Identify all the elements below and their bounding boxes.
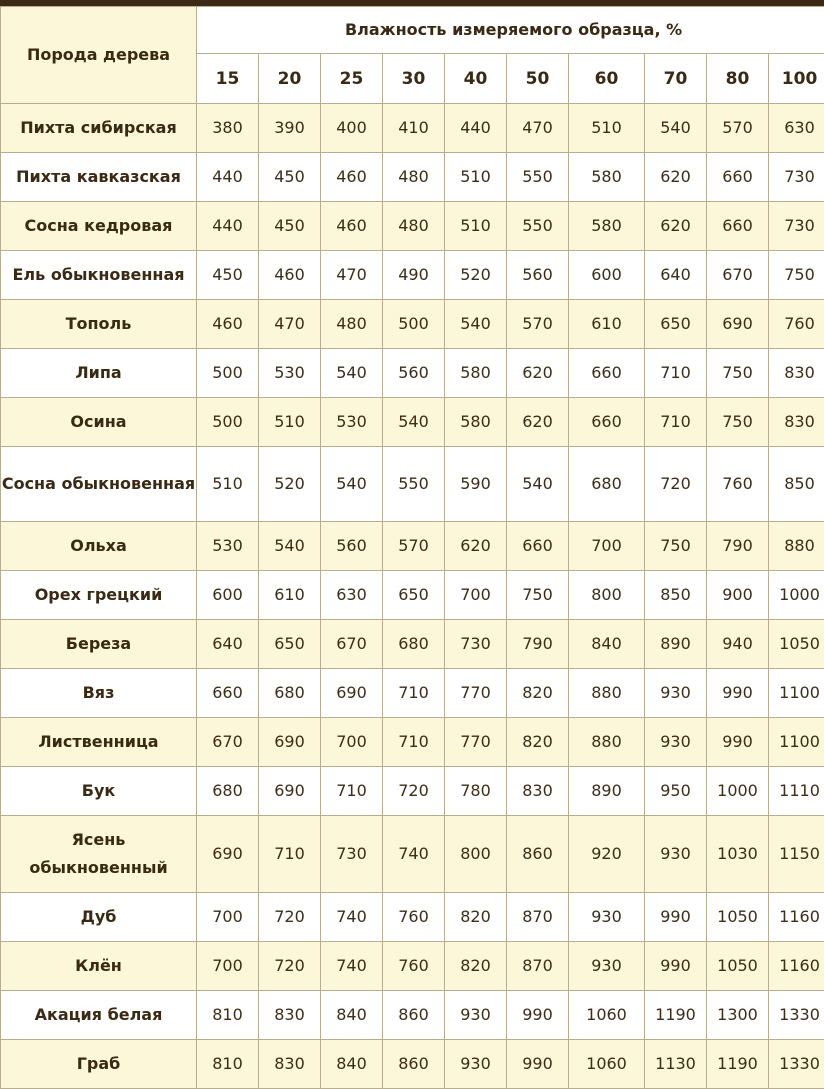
value-cell: 620 [507,398,569,447]
value-cell: 720 [259,893,321,942]
value-cell: 930 [445,1040,507,1089]
value-cell: 820 [507,718,569,767]
table-body [1,104,824,1089]
value-cell: 730 [769,153,824,202]
value-cell: 650 [645,300,707,349]
value-cell: 990 [507,1040,569,1089]
value-cell: 750 [645,522,707,571]
humidity-level-header: 80 [707,54,769,104]
table-row [1,447,824,522]
table-row [1,349,824,398]
value-cell: 880 [569,718,645,767]
value-cell: 540 [259,522,321,571]
species-name-cell: Дуб [1,893,197,942]
table-row [1,398,824,447]
value-cell: 990 [707,718,769,767]
species-name-cell: Ольха [1,522,197,571]
value-cell: 690 [321,669,383,718]
species-name-cell: Тополь [1,300,197,349]
value-cell: 780 [445,767,507,816]
species-name-cell: Пихта сибирская [1,104,197,153]
value-cell: 510 [197,447,259,522]
humidity-level-header: 100 [769,54,824,104]
value-cell: 470 [259,300,321,349]
value-cell: 850 [645,571,707,620]
value-cell: 570 [507,300,569,349]
value-cell: 660 [707,202,769,251]
table-row [1,669,824,718]
value-cell: 670 [707,251,769,300]
value-cell: 990 [645,942,707,991]
species-name-cell: Осина [1,398,197,447]
value-cell: 720 [383,767,445,816]
value-cell: 870 [507,942,569,991]
table-row [1,571,824,620]
value-cell: 590 [445,447,507,522]
species-name-cell: Пихта кавказская [1,153,197,202]
value-cell: 930 [645,718,707,767]
table-row [1,893,824,942]
value-cell: 810 [197,991,259,1040]
value-cell: 730 [445,620,507,669]
humidity-level-header: 30 [383,54,445,104]
value-cell: 520 [445,251,507,300]
species-name-cell: Акация белая [1,991,197,1040]
value-cell: 700 [569,522,645,571]
value-cell: 460 [197,300,259,349]
humidity-level-header: 60 [569,54,645,104]
value-cell: 620 [645,202,707,251]
value-cell: 560 [321,522,383,571]
value-cell: 770 [445,669,507,718]
value-cell: 680 [259,669,321,718]
value-cell: 510 [445,153,507,202]
value-cell: 710 [259,816,321,893]
value-cell: 620 [645,153,707,202]
value-cell: 660 [507,522,569,571]
value-cell: 840 [321,991,383,1040]
value-cell: 1300 [707,991,769,1040]
value-cell: 510 [569,104,645,153]
value-cell: 690 [197,816,259,893]
value-cell: 480 [383,202,445,251]
value-cell: 880 [569,669,645,718]
value-cell: 560 [507,251,569,300]
table-row [1,1040,824,1089]
value-cell: 670 [321,620,383,669]
value-cell: 1150 [769,816,824,893]
value-cell: 470 [321,251,383,300]
value-cell: 620 [507,349,569,398]
species-name-cell: Липа [1,349,197,398]
value-cell: 560 [383,349,445,398]
value-cell: 800 [569,571,645,620]
value-cell: 440 [445,104,507,153]
value-cell: 930 [645,669,707,718]
value-cell: 930 [445,991,507,1040]
value-cell: 720 [645,447,707,522]
value-cell: 550 [507,202,569,251]
species-name-cell: Бук [1,767,197,816]
value-cell: 600 [197,571,259,620]
value-cell: 410 [383,104,445,153]
table-row [1,300,824,349]
table-row [1,942,824,991]
value-cell: 710 [645,398,707,447]
value-cell: 710 [645,349,707,398]
value-cell: 730 [769,202,824,251]
value-cell: 710 [321,767,383,816]
value-cell: 540 [507,447,569,522]
value-cell: 500 [197,349,259,398]
value-cell: 890 [569,767,645,816]
value-cell: 400 [321,104,383,153]
species-name-cell: Ель обыкновенная [1,251,197,300]
humidity-level-header: 50 [507,54,569,104]
value-cell: 760 [769,300,824,349]
value-cell: 660 [569,349,645,398]
value-cell: 870 [507,893,569,942]
value-cell: 920 [569,816,645,893]
table-row [1,767,824,816]
value-cell: 680 [383,620,445,669]
value-cell: 480 [321,300,383,349]
value-cell: 940 [707,620,769,669]
species-name-cell: Вяз [1,669,197,718]
value-cell: 390 [259,104,321,153]
value-cell: 500 [197,398,259,447]
species-name-cell: Сосна кедровая [1,202,197,251]
value-cell: 860 [383,991,445,1040]
value-cell: 630 [321,571,383,620]
value-cell: 460 [321,202,383,251]
value-cell: 690 [259,767,321,816]
species-name-cell: Ясень обыкновенный [1,816,197,893]
value-cell: 580 [445,349,507,398]
value-cell: 460 [321,153,383,202]
value-cell: 480 [383,153,445,202]
value-cell: 740 [383,816,445,893]
value-cell: 1160 [769,942,824,991]
value-cell: 540 [383,398,445,447]
value-cell: 540 [321,447,383,522]
value-cell: 450 [197,251,259,300]
humidity-level-header: 25 [321,54,383,104]
value-cell: 860 [507,816,569,893]
table-row [1,718,824,767]
value-cell: 540 [645,104,707,153]
value-cell: 750 [707,349,769,398]
value-cell: 1160 [769,893,824,942]
table-row [1,251,824,300]
value-cell: 830 [769,349,824,398]
value-cell: 740 [321,893,383,942]
value-cell: 450 [259,202,321,251]
value-cell: 510 [259,398,321,447]
value-cell: 990 [707,669,769,718]
value-cell: 670 [197,718,259,767]
table-row [1,522,824,571]
value-cell: 1330 [769,1040,824,1089]
value-cell: 820 [445,893,507,942]
value-cell: 440 [197,153,259,202]
value-cell: 1050 [707,893,769,942]
value-cell: 1060 [569,1040,645,1089]
value-cell: 550 [383,447,445,522]
value-cell: 700 [321,718,383,767]
humidity-level-header: 20 [259,54,321,104]
value-cell: 1330 [769,991,824,1040]
value-cell: 1060 [569,991,645,1040]
table-row [1,620,824,669]
value-cell: 650 [259,620,321,669]
value-cell: 570 [383,522,445,571]
value-cell: 760 [383,942,445,991]
value-cell: 710 [383,718,445,767]
table-row [1,104,824,153]
value-cell: 490 [383,251,445,300]
humidity-level-header: 15 [197,54,259,104]
value-cell: 580 [445,398,507,447]
value-cell: 690 [259,718,321,767]
value-cell: 740 [321,942,383,991]
value-cell: 530 [197,522,259,571]
value-cell: 750 [707,398,769,447]
table-row [1,153,824,202]
value-cell: 660 [569,398,645,447]
species-name-cell: Орех грецкий [1,571,197,620]
value-cell: 990 [645,893,707,942]
value-cell: 460 [259,251,321,300]
value-cell: 900 [707,571,769,620]
value-cell: 1050 [769,620,824,669]
species-name-cell: Лиственница [1,718,197,767]
value-cell: 660 [197,669,259,718]
value-cell: 1000 [707,767,769,816]
value-cell: 610 [259,571,321,620]
value-cell: 630 [769,104,824,153]
species-name-cell: Граб [1,1040,197,1089]
value-cell: 540 [321,349,383,398]
value-cell: 700 [197,942,259,991]
value-cell: 770 [445,718,507,767]
value-cell: 880 [769,522,824,571]
value-cell: 570 [707,104,769,153]
value-cell: 810 [197,1040,259,1089]
value-cell: 440 [197,202,259,251]
value-cell: 1050 [707,942,769,991]
species-column-header: Порода дерева [1,7,197,104]
humidity-level-header: 70 [645,54,707,104]
value-cell: 750 [769,251,824,300]
value-cell: 450 [259,153,321,202]
value-cell: 510 [445,202,507,251]
value-cell: 620 [445,522,507,571]
value-cell: 820 [445,942,507,991]
value-cell: 690 [707,300,769,349]
value-cell: 500 [383,300,445,349]
value-cell: 700 [445,571,507,620]
value-cell: 720 [259,942,321,991]
value-cell: 1190 [645,991,707,1040]
humidity-column-header: Влажность измеряемого образца, % [197,7,824,54]
value-cell: 710 [383,669,445,718]
value-cell: 760 [707,447,769,522]
value-cell: 950 [645,767,707,816]
value-cell: 520 [259,447,321,522]
value-cell: 640 [645,251,707,300]
value-cell: 580 [569,202,645,251]
value-cell: 830 [507,767,569,816]
value-cell: 840 [321,1040,383,1089]
value-cell: 1100 [769,718,824,767]
value-cell: 700 [197,893,259,942]
value-cell: 1190 [707,1040,769,1089]
value-cell: 930 [645,816,707,893]
value-cell: 990 [507,991,569,1040]
value-cell: 930 [569,942,645,991]
value-cell: 660 [707,153,769,202]
value-cell: 580 [569,153,645,202]
value-cell: 1030 [707,816,769,893]
value-cell: 680 [197,767,259,816]
table-row [1,991,824,1040]
value-cell: 1000 [769,571,824,620]
value-cell: 1130 [645,1040,707,1089]
species-name-cell: Клён [1,942,197,991]
value-cell: 600 [569,251,645,300]
value-cell: 830 [259,1040,321,1089]
value-cell: 640 [197,620,259,669]
value-cell: 750 [507,571,569,620]
value-cell: 790 [707,522,769,571]
value-cell: 930 [569,893,645,942]
species-name-cell: Береза [1,620,197,669]
humidity-level-header: 40 [445,54,507,104]
value-cell: 1110 [769,767,824,816]
species-name-cell: Сосна обыкновенная [1,447,197,522]
value-cell: 530 [259,349,321,398]
value-cell: 550 [507,153,569,202]
value-cell: 650 [383,571,445,620]
value-cell: 860 [383,1040,445,1089]
table-row [1,202,824,251]
wood-humidity-table [0,6,824,1089]
table-row [1,816,824,893]
value-cell: 760 [383,893,445,942]
value-cell: 680 [569,447,645,522]
value-cell: 790 [507,620,569,669]
value-cell: 610 [569,300,645,349]
value-cell: 800 [445,816,507,893]
value-cell: 470 [507,104,569,153]
value-cell: 850 [769,447,824,522]
value-cell: 530 [321,398,383,447]
value-cell: 1100 [769,669,824,718]
value-cell: 830 [259,991,321,1040]
value-cell: 840 [569,620,645,669]
value-cell: 540 [445,300,507,349]
value-cell: 380 [197,104,259,153]
value-cell: 890 [645,620,707,669]
value-cell: 830 [769,398,824,447]
value-cell: 820 [507,669,569,718]
value-cell: 730 [321,816,383,893]
